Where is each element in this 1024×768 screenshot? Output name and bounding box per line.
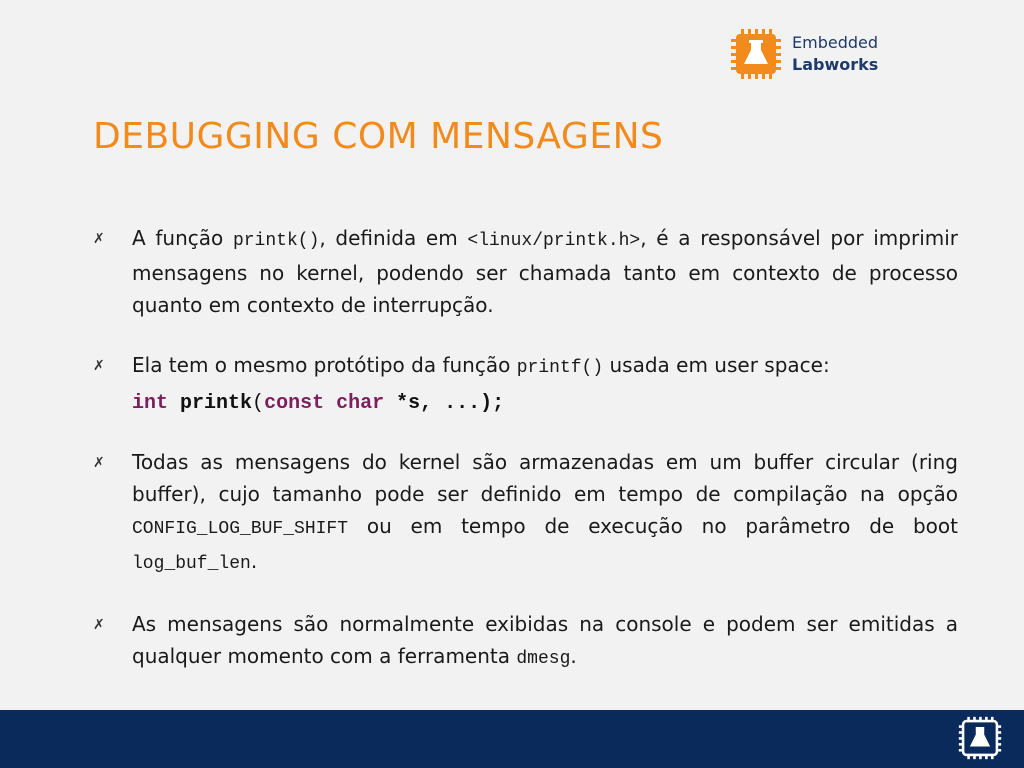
slide-content bbox=[88, 222, 958, 675]
footer-bar bbox=[0, 710, 1024, 768]
code-span: printk() bbox=[232, 231, 320, 251]
code-span: printf() bbox=[516, 358, 604, 378]
text-span: As mensagens são normalmente exibidas na console e podem ser emitidas a qualquer momento com a ferramenta bbox=[132, 612, 958, 668]
text-span: A função bbox=[132, 226, 233, 250]
code-function: printk bbox=[180, 392, 253, 415]
text-span: Ela tem o mesmo protótipo da função bbox=[132, 353, 517, 377]
code-paren: ( bbox=[252, 392, 265, 415]
code-span: <linux/printk.h> bbox=[467, 231, 641, 251]
bullet-mark: ✗ bbox=[93, 358, 105, 374]
bullet-item bbox=[88, 222, 958, 321]
bullet-item bbox=[88, 349, 958, 384]
text-span: , definida em bbox=[319, 226, 468, 250]
code-snippet bbox=[132, 390, 958, 418]
code-span: dmesg bbox=[516, 649, 571, 669]
text-span: . bbox=[250, 549, 258, 573]
code-span: log_buf_len bbox=[132, 554, 251, 574]
logo-text-embedded: Embedded bbox=[792, 33, 879, 52]
logo-text-labworks: Labworks bbox=[792, 55, 879, 74]
page-title: DEBUGGING COM MENSAGENS bbox=[93, 116, 664, 157]
bullet-mark: ✗ bbox=[93, 231, 105, 247]
flask-chip-icon bbox=[958, 716, 1002, 760]
text-span: ou em tempo de execução no parâmetro de boot bbox=[348, 514, 958, 538]
code-keyword: const bbox=[264, 392, 325, 415]
embedded-labworks-logo bbox=[730, 28, 878, 80]
bullet-mark: ✗ bbox=[93, 455, 105, 471]
code-keyword: int bbox=[132, 392, 169, 415]
text-span: Todas as mensagens do kernel são armazenadas em um buffer circular (ring buffer), cujo tamanho pode ser definido em tempo de compilação na opção bbox=[132, 450, 958, 506]
code-span: CONFIG_LOG_BUF_SHIFT bbox=[132, 519, 349, 539]
bullet-item bbox=[88, 446, 958, 580]
code-keyword: char bbox=[336, 392, 385, 415]
text-span: usada em user space: bbox=[603, 353, 830, 377]
bullet-item bbox=[88, 608, 958, 675]
code-args: *s, ...); bbox=[396, 392, 505, 415]
text-span: . bbox=[570, 644, 577, 668]
bullet-mark: ✗ bbox=[93, 617, 105, 633]
text-span: , é a responsável por imprimir mensagens no kernel, podendo ser chamada tanto em contexto de processo quanto em contexto de interrupção. bbox=[132, 226, 959, 317]
flask-chip-icon bbox=[730, 28, 782, 80]
